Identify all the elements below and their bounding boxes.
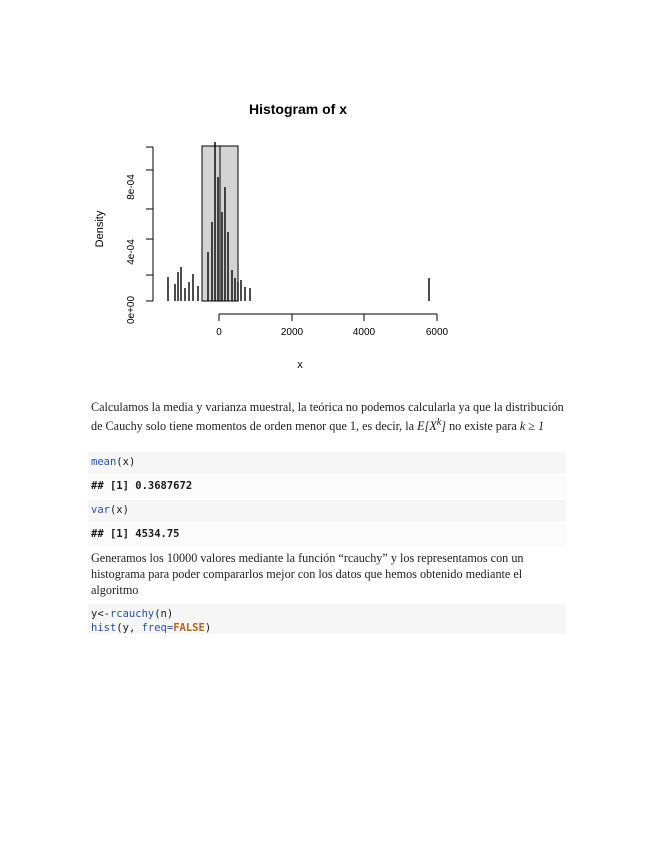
chart-title: Histogram of x bbox=[248, 101, 348, 117]
code-text: (x) bbox=[116, 456, 136, 468]
code-argument: freq= bbox=[141, 622, 174, 634]
math-superscript: k bbox=[436, 417, 442, 428]
x-tick-label: 2000 bbox=[280, 327, 304, 338]
y-tick-label: 0e+00 bbox=[126, 295, 137, 325]
code-function: hist bbox=[91, 622, 117, 634]
y-axis-label: Density bbox=[94, 210, 106, 248]
math-part: E[X bbox=[417, 419, 437, 434]
code-function: mean bbox=[91, 456, 117, 468]
x-tick-label: 4000 bbox=[352, 327, 376, 338]
x-axis-label: x bbox=[297, 359, 303, 371]
code-function: var bbox=[91, 504, 110, 516]
code-block-mean bbox=[88, 452, 566, 474]
y-tick-label: 8e-04 bbox=[126, 174, 137, 200]
paragraph-moments bbox=[91, 399, 569, 434]
code-keyword: FALSE bbox=[173, 622, 205, 634]
code-block-var bbox=[88, 500, 566, 522]
code-text: (y, bbox=[116, 622, 142, 634]
code-block-hist bbox=[88, 604, 566, 634]
x-tick-label: 0 bbox=[216, 327, 222, 338]
code-text: (x) bbox=[109, 504, 129, 516]
math-expectation bbox=[417, 419, 446, 433]
code-text: (n) bbox=[154, 608, 174, 620]
code-function: rcauchy bbox=[109, 608, 155, 620]
paragraph-text: Calculamos la media y varianza muestral, la teórica no podemos calcularla ya que la distribución de Cauchy solo tiene momentos de orden menor que 1, es decir, la bbox=[91, 400, 564, 434]
code-text: ) bbox=[204, 622, 212, 634]
output-mean: ## [1] 0.3687672 bbox=[88, 476, 566, 498]
code-text: y<- bbox=[91, 608, 110, 620]
x-tick-label: 6000 bbox=[425, 327, 449, 338]
y-tick-label: 4e-04 bbox=[126, 239, 137, 265]
paragraph-rcauchy: Generamos los 10000 valores mediante la función “rcauchy” y los representamos con un histograma para poder compararlos mejor con los datos que hemos obtenido mediante el algoritmo bbox=[91, 551, 524, 597]
paragraph-text: no existe para bbox=[446, 419, 520, 434]
math-condition: k ≥ 1 bbox=[519, 419, 545, 434]
histogram-chart bbox=[88, 92, 468, 382]
math-part: ] bbox=[441, 419, 447, 434]
output-var: ## [1] 4534.75 bbox=[88, 524, 566, 546]
